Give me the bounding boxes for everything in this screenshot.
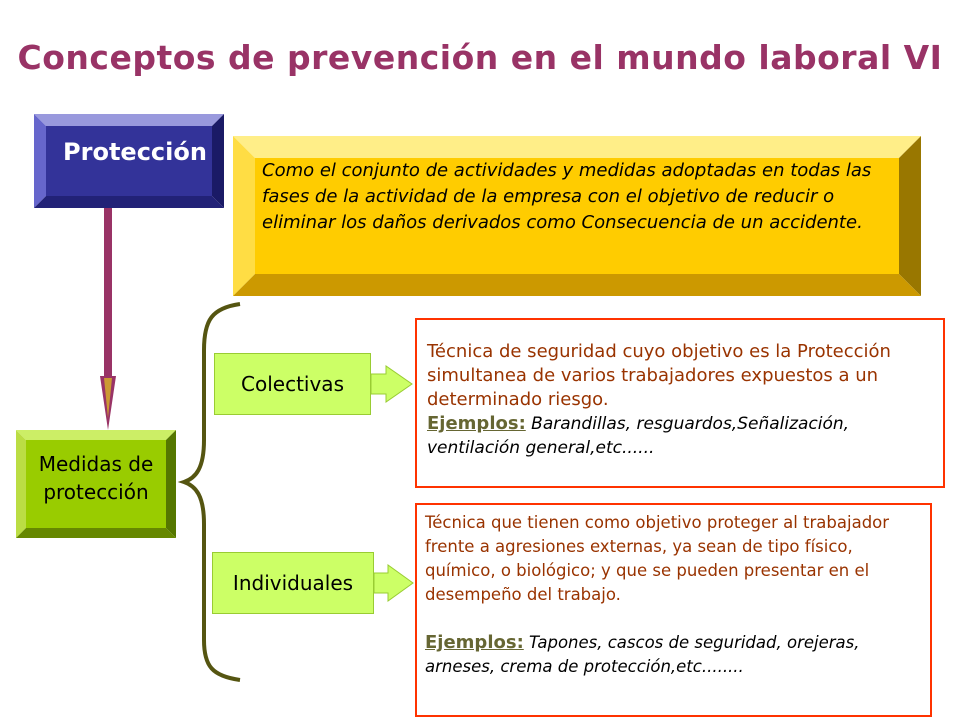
medidas-label-line2: protección (43, 480, 149, 504)
colectivas-box (214, 353, 371, 415)
individuales-box (212, 552, 374, 614)
individuales-examples-text: Tapones, cascos de seguridad, orejeras, arneses, crema de protección,etc........ (425, 633, 860, 676)
colectivas-pointer-arrow (371, 366, 412, 402)
colectivas-label: Colectivas (241, 372, 344, 396)
colectivas-description: Técnica de seguridad cuyo objetivo es la Protección simultanea de varios trabajadores expuestos a un determinado riesgo. (427, 341, 891, 410)
proteccion-label: Protección (63, 138, 207, 166)
individuales-description: Técnica que tienen como objetivo proteger al trabajador frente a agresiones externas, ya sean de tipo físico, químico, o biológico; y que se pueden presentar en el desempeño del trabajo. (425, 513, 890, 604)
colectivas-detail-box (415, 318, 945, 488)
individuales-detail-box (415, 503, 932, 717)
medidas-label-line1: Medidas de (38, 452, 154, 476)
colectivas-examples-text: Barandillas, resguardos,Señalización, ventilación general,etc...... (427, 414, 850, 458)
page-title: Conceptos de prevención en el mundo laboral VI (17, 38, 943, 77)
colectivas-examples (427, 412, 933, 460)
proteccion-definition: Como el conjunto de actividades y medidas adoptadas en todas las fases de la actividad de la empresa con el objetivo de reducir o eliminar los daños derivados como Consecuencia de un accidente. (262, 160, 872, 233)
individuales-label: Individuales (232, 571, 354, 595)
individuales-pointer-arrow (374, 565, 413, 601)
individuales-examples (425, 631, 922, 679)
down-arrow (100, 208, 116, 430)
individuales-examples-label: Ejemplos: (425, 632, 524, 653)
medidas-label (16, 450, 176, 506)
colectivas-examples-label: Ejemplos: (427, 413, 526, 434)
